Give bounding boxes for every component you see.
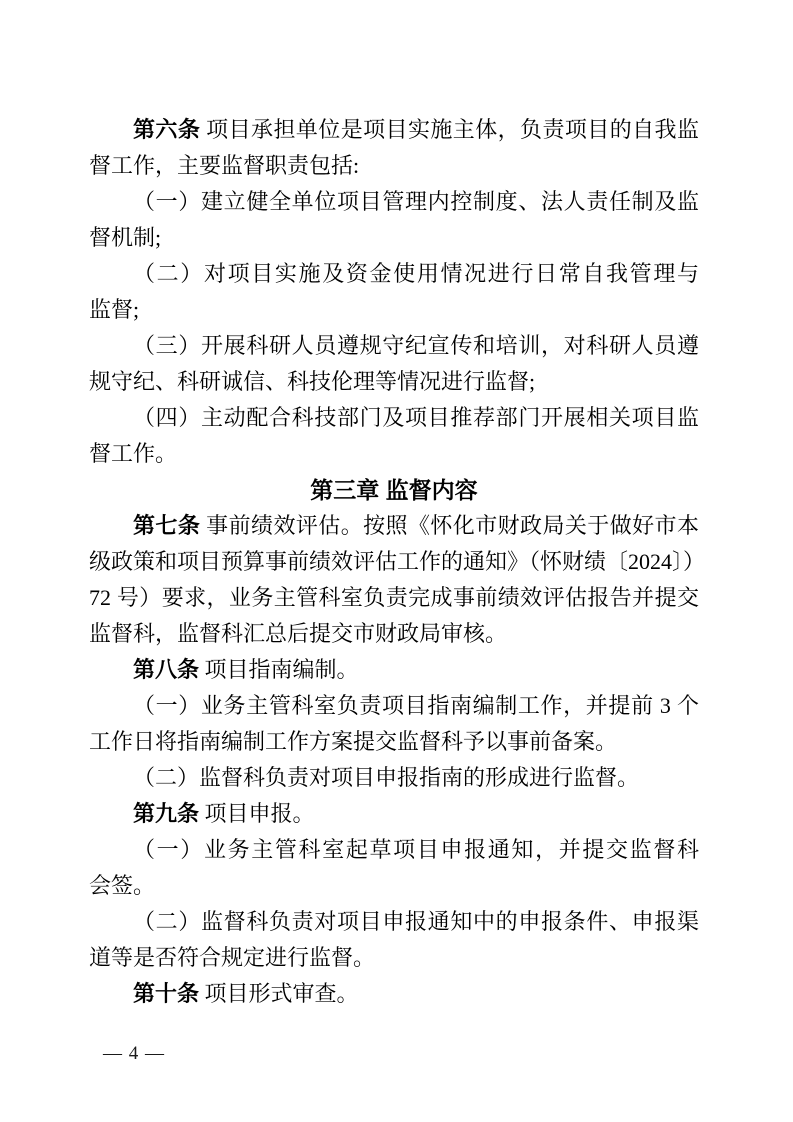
text-line: 级政策和项目预算事前绩效评估工作的通知》（怀财绩〔2024〕） — [89, 549, 706, 574]
text-line: （二）监督科负责对项目申报通知中的申报条件、申报渠 — [133, 909, 699, 934]
text-line: 第十条 项目形式审查。 — [133, 981, 359, 1006]
text-line: 督工作，主要监督职责包括: — [89, 153, 360, 178]
text-line: 第六条 项目承担单位是项目实施主体，负责项目的自我监 — [133, 117, 699, 142]
text-line: （四）主动配合科技部门及项目推荐部门开展相关项目监 — [133, 405, 699, 430]
text-line: （一）建立健全单位项目管理内控制度、法人责任制及监 — [133, 189, 699, 214]
text-line: （一）业务主管科室负责项目指南编制工作，并提前 3 个 — [133, 693, 699, 718]
text-line: 道等是否符合规定进行监督。 — [89, 945, 376, 970]
article-number: 第九条 — [133, 801, 200, 826]
text-line: 第九条 项目申报。 — [133, 801, 315, 826]
article-number: 第十条 — [133, 981, 200, 1006]
article-number: 第八条 — [133, 657, 200, 682]
chapter-heading: 第三章 监督内容 — [310, 477, 478, 503]
text-line: 工作日将指南编制工作方案提交监督科予以事前备案。 — [89, 729, 618, 754]
article-number: 第六条 — [133, 117, 201, 142]
text-line: （二）监督科负责对项目申报指南的形成进行监督。 — [133, 765, 640, 790]
text-line: 规守纪、科研诚信、科技伦理等情况进行监督; — [89, 369, 536, 394]
article-number: 第七条 — [133, 513, 201, 538]
text-line: 会签。 — [89, 873, 156, 898]
text-line: （一）业务主管科室起草项目申报通知，并提交监督科 — [133, 837, 699, 862]
text-line: 督工作。 — [89, 441, 178, 466]
text-line: 第七条 事前绩效评估。按照《怀化市财政局关于做好市本 — [133, 513, 699, 538]
text-line: （三）开展科研人员遵规守纪宣传和培训，对科研人员遵 — [133, 333, 699, 358]
text-line: 72 号）要求，业务主管科室负责完成事前绩效评估报告并提交 — [89, 585, 699, 610]
text-line: 监督; — [89, 297, 140, 322]
text-line: 督机制; — [89, 225, 162, 250]
text-line: （二）对项目实施及资金使用情况进行日常自我管理与 — [133, 261, 699, 286]
text-line: 第八条 项目指南编制。 — [133, 657, 359, 682]
page-number: — 4 — — [103, 1043, 165, 1064]
document-body — [89, 112, 706, 1012]
text-line: 监督科，监督科汇总后提交市财政局审核。 — [89, 621, 508, 646]
